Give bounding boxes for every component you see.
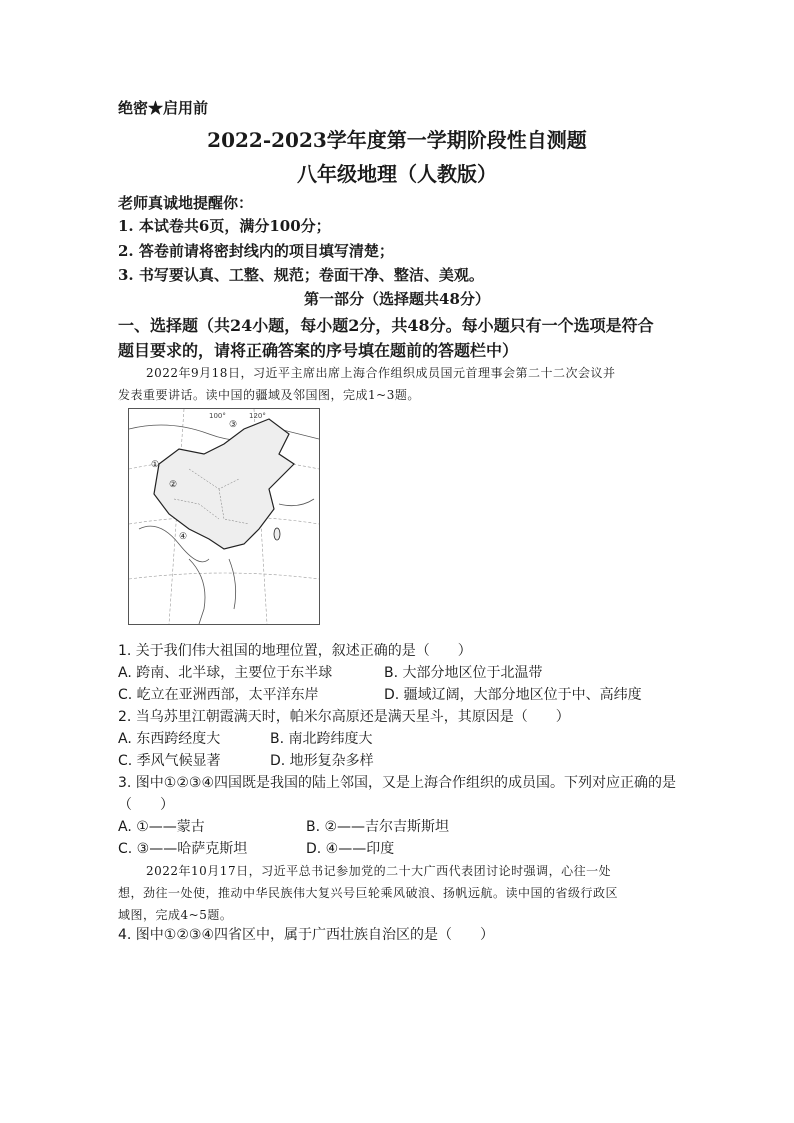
country-marker-2: ② [169, 480, 178, 490]
reminder-note-1: 1. 本试卷共6页，满分100分； [118, 217, 331, 235]
country-marker-1: ① [151, 460, 160, 470]
question-3-answer-blank[interactable]: （ ） [118, 797, 174, 813]
confidential-mark: 绝密★启用前 [118, 99, 209, 117]
country-marker-4: ④ [179, 532, 188, 542]
latitude-line [129, 573, 319, 579]
longitude-label-100: 100° [209, 412, 226, 420]
material2-intro-line3: 域图，完成4~5题。 [118, 908, 233, 922]
question-3-option-a[interactable]: A. ①——蒙古 [118, 819, 205, 835]
question-2-option-b[interactable]: B. 南北跨纬度大 [270, 731, 373, 747]
exam-subtitle: 八年级地理（人教版） [297, 162, 497, 186]
material-intro-line2: 发表重要讲话。读中国的疆域及邻国图，完成1~3题。 [118, 388, 420, 402]
question-3-option-b[interactable]: B. ②——吉尔吉斯斯坦 [306, 819, 450, 835]
question-1-option-a[interactable]: A. 跨南、北半球，主要位于东半球 [118, 665, 333, 681]
reminder-note-3: 3. 书写要认真、工整、规范；卷面干净、整洁、美观。 [118, 266, 484, 284]
question-3-option-c[interactable]: C. ③——哈萨克斯坦 [118, 841, 248, 857]
question-1-option-d[interactable]: D. 疆域辽阔，大部分地区位于中、高纬度 [384, 687, 642, 703]
china-neighbors-map [128, 408, 320, 625]
material-intro-line1: 2022年9月18日，习近平主席出席上海合作组织成员国元首理事会第二十二次会议并 [146, 366, 616, 380]
reminder-heading: 老师真诚地提醒你： [118, 194, 254, 212]
material2-intro-line1: 2022年10月17日，习近平总书记参加党的二十大广西代表团讨论时强调，心往一处 [146, 864, 612, 878]
question-1-stem: 1. 关于我们伟大祖国的地理位置，叙述正确的是（ ） [118, 643, 472, 659]
question-1-option-b[interactable]: B. 大部分地区位于北温带 [384, 665, 543, 681]
question-3-option-d[interactable]: D. ④——印度 [306, 841, 395, 857]
reminder-note-2: 2. 答卷前请将密封线内的项目填写清楚； [118, 242, 394, 260]
material2-intro-line2: 想，劲往一处使，推动中华民族伟大复兴号巨轮乘风破浪、扬帆远航。读中国的省级行政区 [118, 886, 619, 900]
part-title: 第一部分（选择题共48分） [304, 290, 490, 308]
section-instructions-line2: 题目要求的，请将正确答案的序号填在题前的答题栏中） [118, 341, 519, 360]
question-3-stem: 3. 图中①②③④四国既是我国的陆上邻国，又是上海合作组织的成员国。下列对应正确的是 [118, 775, 677, 791]
country-marker-3: ③ [229, 420, 238, 430]
question-4-stem: 4. 图中①②③④四省区中，属于广西壮族自治区的是（ ） [118, 927, 495, 943]
question-2-option-c[interactable]: C. 季风气候显著 [118, 753, 221, 769]
question-2-option-d[interactable]: D. 地形复杂多样 [270, 753, 374, 769]
map-drawing [129, 409, 319, 624]
section-instructions-line1: 一、选择题（共24小题，每小题2分，共48分。每小题只有一个选项是符合 [118, 316, 654, 335]
question-2-option-a[interactable]: A. 东西跨经度大 [118, 731, 221, 747]
question-2-stem: 2. 当乌苏里江朝霞满天时，帕米尔高原还是满天星斗，其原因是（ ） [118, 709, 570, 725]
longitude-label-120: 120° [249, 412, 266, 420]
question-1-option-c[interactable]: C. 屹立在亚洲西部，太平洋东岸 [118, 687, 319, 703]
exam-title: 2022-2023学年度第一学期阶段性自测题 [207, 128, 587, 152]
